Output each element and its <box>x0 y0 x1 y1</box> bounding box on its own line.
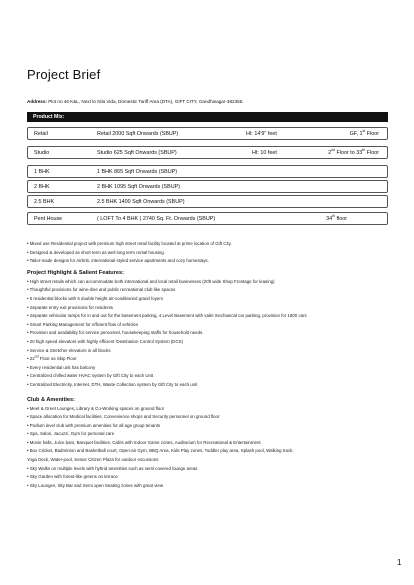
amenity-item: • Podium level club with premium amenities for all age group tenants <box>27 422 161 428</box>
highlight-item: • 22nd Floor as Skip Floor <box>27 354 77 362</box>
product-mix-row-2bhk <box>27 180 388 193</box>
intro-point: • Mixed use Residential project with premium high street retail facility located at prime location of Gift City. <box>27 241 232 246</box>
row-desc: Studio 625 Sqft Onwards (SBUP) <box>97 150 177 156</box>
address-text: Plot no 46 K&L, Next to Nila Vida, Domestic Tariff Area (DTA), GIFT CITY, Gandhinagar-382355. <box>48 99 244 104</box>
intro-point: • Tailor-made designs for Airbnb, international styled service apartments and cozy homestays. <box>27 258 209 264</box>
product-mix-header: Product Mix: <box>27 112 388 122</box>
row-name: Studio <box>34 150 50 156</box>
highlight-item: • Centralized Electricity, Internet, DTH, Waste Collection system by Gift City to each unit <box>27 381 198 387</box>
highlight-item: • Provision and availability for service personnel, housekeeping staffs for household needs. <box>27 330 204 336</box>
highlight-item: • High street retails which can accommodate both international and local retail businesses (20ft wide Shop Frontage for leasing) <box>27 278 275 284</box>
highlight-item: • Service & Stretcher elevators in all blocks <box>27 347 111 353</box>
product-mix-row-retail <box>27 127 388 140</box>
highlight-item: • Separate vehicular ramps for in and out for the basement parking, 4 Level Basement with valet mechanical car parking, provision for 1800 cars <box>27 313 307 319</box>
page-title: Project Brief <box>27 67 101 82</box>
row-desc: 1 BHK 865 Sqft Onwards (SBUP) <box>97 169 177 175</box>
row-height: Ht: 14'9" feet <box>246 131 277 137</box>
highlight-item: • 20 high speed elevators with highly efficient 'Destination Control System (DCS) <box>27 338 184 344</box>
row-desc: 2.5 BHK 1400 Sqft Onwards (SBUP) <box>97 199 185 205</box>
row-name: Retail <box>34 131 48 137</box>
amenity-item: • Meet & Greet Lounges, Library & Co-Working spaces on ground floor <box>27 405 165 411</box>
highlights-title: Project Highlight & Salient Features: <box>27 269 124 276</box>
amenity-item: Yoga Deck, Water-pool, Senior Citizen Plaza for outdoor excursions <box>27 457 159 463</box>
product-mix-row-studio <box>27 146 388 159</box>
amenity-item: • Sky Lounges, Sky Bar and Semi open Seating zones with great view <box>27 482 164 488</box>
row-floor: GF, 1st Floor <box>349 129 379 137</box>
amenity-item: • Sky Walks on multiple levels with hybrid amenities such as semi covered lounge areas <box>27 465 198 471</box>
amenity-item: • Movie halls, Juice bars, Banquet facilities, Cafes with Indoor Game zones, Auditorium for Recreational & Entertainment <box>27 439 261 445</box>
product-mix-row-2-5bhk <box>27 195 388 208</box>
row-name: 2.5 BHK <box>34 199 55 205</box>
row-floor: 34th floor <box>326 214 347 222</box>
highlight-item: • Thoughtful provisions for wine-dine and public recreational club like spaces <box>27 287 176 293</box>
highlight-item: • Separate entry exit provisions for residents <box>27 304 113 310</box>
amenity-item: • Space allocation for Medical facilities, Convenience shops and Security personnel on ground floor <box>27 414 220 420</box>
page-number: 1 <box>397 558 402 567</box>
highlight-item: • Every residential unit has balcony <box>27 364 96 370</box>
row-name: Pent House <box>34 216 63 222</box>
row-floor: 2nd Floor to 33th Floor <box>328 148 379 156</box>
row-desc: 2 BHK 1095 Sqft Onwards (SBUP) <box>97 184 180 190</box>
row-name: 1 BHK <box>34 169 50 175</box>
row-desc: ( LOFT To 4 BHK ) 2740 Sq. Ft. Onwards (SBUP) <box>97 216 216 222</box>
highlight-item: • Smart Parking Management for efficient flow of vehicles <box>27 321 139 327</box>
amenity-item: • Sky Garden with forest-like greens on terrace <box>27 474 118 480</box>
notes-section <box>27 240 392 490</box>
address-label: Address: <box>27 99 47 104</box>
product-mix-row-1bhk <box>27 165 388 178</box>
highlight-item: • Centralized chilled water HVAC system by Gift City to each Unit <box>27 373 154 379</box>
address-line <box>27 99 244 104</box>
row-desc: Retail 2000 Sqft Onwards (SBUP) <box>97 131 179 137</box>
amenities-title: Club & Amenities: <box>27 396 75 403</box>
row-height: Ht: 10 feet <box>252 150 277 156</box>
amenity-item: • Box Cricket, Badminton and Basketball court, Open-air Gym, BBQ Area, Kids Play zones, Toddler play area, Splash pool, Walking track, <box>27 448 294 454</box>
intro-point: • Designed & developed as short term as well long term rental housing. <box>27 249 165 255</box>
product-mix-row-penthouse <box>27 212 388 225</box>
row-name: 2 BHK <box>34 184 50 190</box>
highlight-item: • 5 residential blocks with 5 double height air-conditioned grand foyers <box>27 295 164 301</box>
amenity-item: • Spa, Salon, Jacuzzi, Gym for personal care <box>27 431 115 437</box>
